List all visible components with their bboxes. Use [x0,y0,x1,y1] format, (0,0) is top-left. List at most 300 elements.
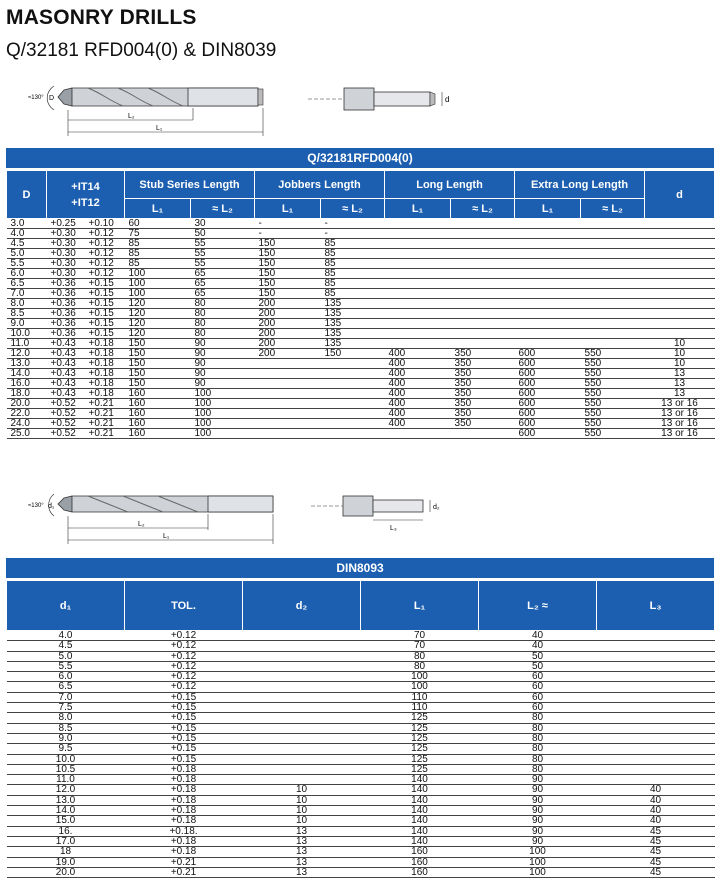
table-cell: 550 [581,349,645,359]
table-cell: 150 [125,379,191,389]
table-cell [321,389,385,399]
table-cell: 85 [125,259,191,269]
table-cell: 55 [191,239,255,249]
table-cell: 50 [191,229,255,239]
table-cell: 18.0 [7,389,47,399]
table-cell: 400 [385,419,451,429]
table-cell: 4.0 [7,631,125,641]
table-cell: 5.0 [7,249,47,259]
table-cell [451,279,515,289]
table-cell [243,713,361,723]
table-row [7,785,715,795]
table-cell: 135 [321,309,385,319]
table-cell: 150 [255,249,321,259]
table-cell: +0.21 [85,429,125,439]
table-cell: 90 [479,816,597,826]
table-cell [243,733,361,743]
table-cell: 13 [243,847,361,857]
q32181-table [6,170,715,439]
table-cell: +0.18 [125,775,243,785]
table-cell: 85 [321,279,385,289]
table-cell: 150 [125,339,191,349]
table-cell: 100 [191,419,255,429]
table-cell: 200 [255,349,321,359]
stub-l1: L₁ [125,199,191,219]
table-cell: 140 [361,836,479,846]
table-cell: 45 [597,826,715,836]
table-cell: +0.21 [125,857,243,867]
table-cell: 10.0 [7,754,125,764]
table-cell: 10.5 [7,764,125,774]
table-cell: +0.12 [125,631,243,641]
table-cell: 80 [479,713,597,723]
table-cell: 15.0 [7,816,125,826]
table-cell: +0.18 [85,339,125,349]
table-cell: 135 [321,329,385,339]
table-cell: +0.52 [47,409,85,419]
angle-label-1: ≈130° [28,95,44,101]
angle-label-2: ≈130° [28,503,44,509]
table-cell: 150 [255,259,321,269]
table-cell: 22.0 [7,409,47,419]
table-row [7,857,715,867]
table-cell: 350 [451,379,515,389]
table-cell [597,775,715,785]
table-cell: 85 [125,239,191,249]
table-row [7,692,715,702]
table-cell [597,682,715,692]
table-cell: +0.10 [85,219,125,229]
table-cell: 150 [125,349,191,359]
table-cell: +0.52 [47,399,85,409]
table-cell [645,329,715,339]
table-cell: 65 [191,289,255,299]
table-cell [645,259,715,269]
table-cell: +0.15 [85,279,125,289]
table-cell [515,339,581,349]
table-cell: 100 [191,399,255,409]
table-cell: 70 [361,631,479,641]
table-row [7,641,715,651]
table-cell: +0.18 [125,816,243,826]
table-row [7,733,715,743]
table-cell: 160 [125,419,191,429]
shank-d-label-1: d [445,95,450,104]
table-cell: 90 [191,359,255,369]
table-cell: - [321,229,385,239]
table-cell [255,399,321,409]
table-cell: 600 [515,349,581,359]
table-cell: 110 [361,692,479,702]
table-cell [515,239,581,249]
table-cell [451,339,515,349]
table-cell [645,219,715,229]
table-cell: +0.18 [85,369,125,379]
table-cell: +0.30 [47,259,85,269]
table-cell: 85 [321,289,385,299]
table-cell [385,219,451,229]
table-row [7,339,715,349]
table-cell: 80 [191,309,255,319]
table-cell: 550 [581,379,645,389]
table-row [7,249,715,259]
table-cell: +0.12 [125,661,243,671]
table-cell: 600 [515,409,581,419]
table-cell [515,259,581,269]
table-cell: +0.18 [85,349,125,359]
table-row [7,764,715,774]
table-row [7,349,715,359]
table-cell: 150 [255,289,321,299]
stub-l2: ≈ L₂ [191,199,255,219]
table-cell [451,219,515,229]
table-cell: +0.18 [125,836,243,846]
table-cell: +0.25 [47,219,85,229]
table-cell: 13 or 16 [645,429,715,439]
table-cell: 125 [361,723,479,733]
table-cell [597,651,715,661]
table-cell: - [255,229,321,239]
table-cell: 150 [321,349,385,359]
table-cell [645,229,715,239]
table-cell: 50 [479,661,597,671]
table-cell [451,319,515,329]
table-cell [645,289,715,299]
jobbers-l2: ≈ L₂ [321,199,385,219]
table-cell: 8.5 [7,309,47,319]
table-cell: 11.0 [7,775,125,785]
table-cell: 12.0 [7,349,47,359]
table-cell: +0.43 [47,379,85,389]
table-cell: 160 [125,409,191,419]
table-cell: 140 [361,775,479,785]
table-cell [515,289,581,299]
table-cell: +0.36 [47,289,85,299]
table-cell: +0.15 [85,289,125,299]
table-cell: 25.0 [7,429,47,439]
table-cell [385,229,451,239]
table-cell: 6.0 [7,269,47,279]
table-cell: 10 [645,339,715,349]
table-cell: +0.15 [125,723,243,733]
table-cell: 80 [479,744,597,754]
table-cell: +0.36 [47,319,85,329]
table-cell [243,661,361,671]
table-cell: 350 [451,349,515,359]
table-cell: 135 [321,299,385,309]
table-cell: +0.18 [125,764,243,774]
table-cell: +0.18 [125,847,243,857]
table-cell [451,249,515,259]
table-row [7,399,715,409]
table-cell: 400 [385,369,451,379]
table-cell: 75 [125,229,191,239]
col-jobbers: Jobbers Length [255,171,385,199]
table-cell: 400 [385,399,451,409]
table-row [7,289,715,299]
table-cell [515,319,581,329]
table-cell: +0.15 [85,299,125,309]
table-cell [385,319,451,329]
table-cell: 80 [191,319,255,329]
table-cell: 120 [125,329,191,339]
table-cell: 140 [361,826,479,836]
table-cell: 350 [451,409,515,419]
table-cell: 55 [191,259,255,269]
col-l1: L₁ [361,581,479,631]
table-cell [243,764,361,774]
table-cell: 100 [479,847,597,857]
table-cell: 60 [125,219,191,229]
table-cell: 80 [191,299,255,309]
table-cell [243,682,361,692]
table-cell [515,229,581,239]
table-cell: 40 [479,641,597,651]
col-d: D [7,171,47,219]
table-cell: +0.36 [47,309,85,319]
table-cell: +0.12 [85,239,125,249]
table-cell: 7.5 [7,703,125,713]
table-cell: 5.5 [7,259,47,269]
table-cell: +0.15 [85,309,125,319]
table-cell: 12.0 [7,785,125,795]
table-cell: 13 [645,369,715,379]
table-cell [581,309,645,319]
table-cell: 100 [361,672,479,682]
table-cell: 125 [361,713,479,723]
table-cell: 24.0 [7,419,47,429]
table-cell: 160 [361,867,479,877]
table-cell: 550 [581,369,645,379]
table-row [7,651,715,661]
table-cell: 13 [243,836,361,846]
table-cell: 600 [515,399,581,409]
table-cell [243,692,361,702]
table-cell: 45 [597,857,715,867]
table-cell: +0.52 [47,429,85,439]
table-cell [321,369,385,379]
table-cell: 90 [479,806,597,816]
long-l2: ≈ L₂ [451,199,515,219]
table-cell: 17.0 [7,836,125,846]
table-row [7,219,715,229]
table-cell: +0.12 [85,249,125,259]
table-cell [515,279,581,289]
table-cell [515,329,581,339]
table-cell: 600 [515,419,581,429]
din8093-table [6,580,715,878]
table-cell [385,279,451,289]
table-cell: 40 [479,631,597,641]
table-cell: 10 [243,785,361,795]
col-d1: d₁ [7,581,125,631]
table-cell: +0.30 [47,229,85,239]
table-cell [581,219,645,229]
table-cell: 65 [191,279,255,289]
table-cell [515,249,581,259]
table-cell: 13.0 [7,359,47,369]
table-cell: 3.0 [7,219,47,229]
table-cell: +0.12 [125,672,243,682]
table-cell [243,631,361,641]
table-cell [597,661,715,671]
table-cell: 20.0 [7,399,47,409]
table-cell: +0.30 [47,239,85,249]
table-cell [385,289,451,299]
table-cell [597,733,715,743]
table-cell: +0.18 [125,806,243,816]
table-cell: 9.5 [7,744,125,754]
table-cell [451,259,515,269]
table-row [7,754,715,764]
table-cell [597,672,715,682]
table-cell [243,775,361,785]
table-cell: +0.18 [85,379,125,389]
table-cell: +0.18. [125,826,243,836]
table-cell [645,269,715,279]
table-cell: +0.12 [125,641,243,651]
table-cell: 80 [361,651,479,661]
table-row [7,744,715,754]
table-cell [255,359,321,369]
table-cell: 200 [255,339,321,349]
table-row [7,775,715,785]
table-row [7,229,715,239]
table-cell: 135 [321,319,385,329]
table-cell: 80 [479,764,597,774]
dia-label-2: d₁ [48,503,55,510]
table-cell: 200 [255,309,321,319]
table-cell: +0.30 [47,249,85,259]
table-cell [515,219,581,229]
table-cell [451,309,515,319]
table2-band: DIN8093 [6,558,714,578]
table-cell: 550 [581,399,645,409]
table-cell [321,399,385,409]
table-cell: 60 [479,692,597,702]
table-cell [581,269,645,279]
table-cell: 100 [479,857,597,867]
table-cell: 85 [125,249,191,259]
table-cell: +0.12 [125,682,243,692]
table-cell [581,329,645,339]
table-cell [243,723,361,733]
table-cell [255,419,321,429]
table-cell: 55 [191,249,255,259]
table-cell: +0.21 [85,399,125,409]
table1-band: Q/32181RFD004(0) [6,148,714,168]
table-cell [255,379,321,389]
table-cell [581,289,645,299]
table-row [7,309,715,319]
table-cell [321,429,385,439]
table-cell: 150 [255,239,321,249]
table-cell [321,419,385,429]
table-cell: 90 [191,369,255,379]
table-cell: 8.5 [7,723,125,733]
table-cell [645,279,715,289]
table-cell [597,703,715,713]
table-cell [581,229,645,239]
table-cell: 85 [321,269,385,279]
table-cell: 550 [581,419,645,429]
table-cell: 550 [581,389,645,399]
table-row [7,847,715,857]
table-row [7,816,715,826]
table-cell: +0.15 [85,329,125,339]
table-cell: 10 [645,359,715,369]
table-cell: 4.0 [7,229,47,239]
table-cell [597,641,715,651]
table-cell: 13 [243,826,361,836]
table-cell: +0.15 [125,703,243,713]
table-cell [597,764,715,774]
table-cell [385,429,451,439]
table-cell: 600 [515,389,581,399]
table-cell: 160 [125,399,191,409]
table-cell: +0.18 [125,785,243,795]
table-cell [255,409,321,419]
table-cell [321,359,385,369]
table-cell: +0.15 [85,319,125,329]
table-cell: 150 [255,269,321,279]
table-row [7,379,715,389]
table-cell: +0.21 [85,419,125,429]
table-cell: 550 [581,359,645,369]
table-row [7,661,715,671]
table-cell [581,279,645,289]
drill-body-2 [58,496,273,512]
table-row [7,795,715,805]
table-cell: 140 [361,785,479,795]
table-cell: 350 [451,419,515,429]
table-cell: 90 [191,379,255,389]
table-cell: 90 [479,775,597,785]
table-cell: 60 [479,672,597,682]
table-cell: 40 [597,795,715,805]
table-cell: 100 [125,269,191,279]
table-cell [515,269,581,279]
table-cell [581,319,645,329]
table-row [7,836,715,846]
table-cell: 13 [243,857,361,867]
table-cell: 600 [515,369,581,379]
table-cell: 18 [7,847,125,857]
table-cell [243,703,361,713]
table-row [7,299,715,309]
table-cell: 90 [191,339,255,349]
table-cell: 100 [125,279,191,289]
table-cell: 40 [597,785,715,795]
table-row [7,329,715,339]
table-cell [597,744,715,754]
table-cell: 5.0 [7,651,125,661]
q32181-table-body [7,219,715,439]
table-cell: 120 [125,299,191,309]
table-cell: +0.18 [125,795,243,805]
table-cell: 13.0 [7,795,125,805]
table-cell: 100 [125,289,191,299]
table-cell: 70 [361,641,479,651]
table-cell [451,429,515,439]
table-cell: 100 [479,867,597,877]
table-cell: 10 [243,795,361,805]
table-cell: 125 [361,733,479,743]
table-cell [451,289,515,299]
table-cell: 135 [321,339,385,349]
table-cell [385,329,451,339]
table-cell [597,754,715,764]
